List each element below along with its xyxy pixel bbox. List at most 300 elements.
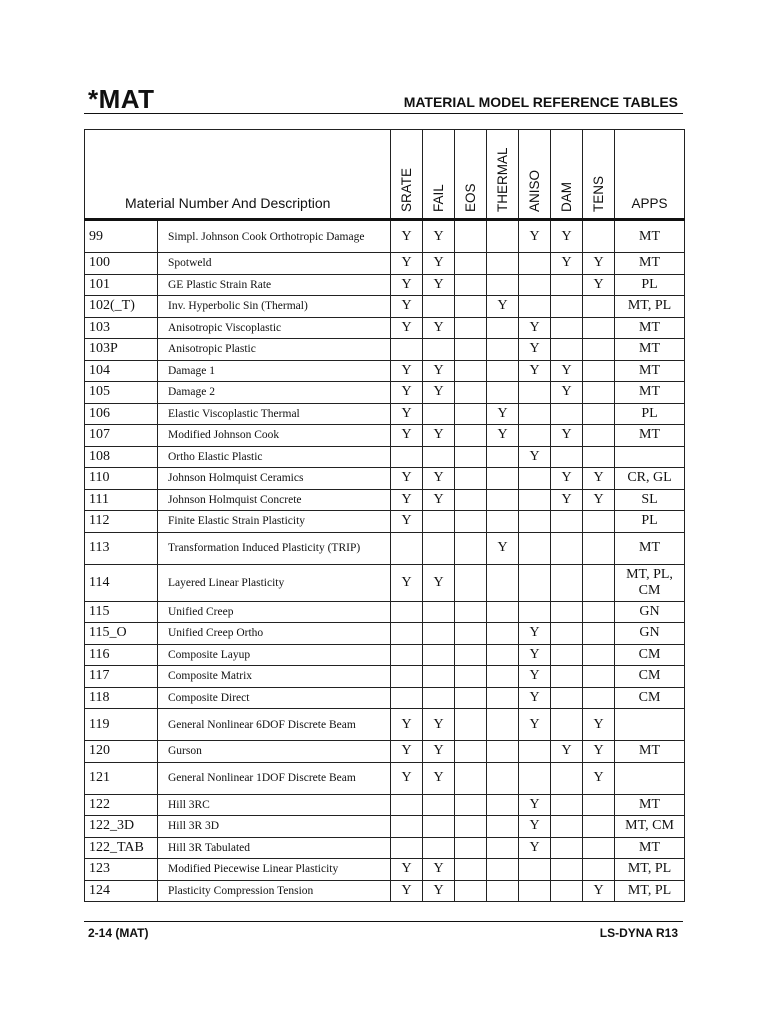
table-row bbox=[85, 468, 685, 490]
header-rule bbox=[84, 113, 683, 114]
flag-tens: Y bbox=[583, 741, 615, 763]
flag-fail bbox=[423, 511, 455, 533]
flag-dam bbox=[551, 794, 583, 816]
table-row bbox=[85, 339, 685, 361]
material-number: 105 bbox=[85, 382, 158, 404]
material-number: 122_TAB bbox=[85, 837, 158, 859]
flag-dam bbox=[551, 837, 583, 859]
table-row bbox=[85, 837, 685, 859]
table-row bbox=[85, 360, 685, 382]
flag-tens bbox=[583, 360, 615, 382]
flag-srate: Y bbox=[391, 468, 423, 490]
flag-tens bbox=[583, 687, 615, 709]
material-number: 124 bbox=[85, 880, 158, 902]
material-number: 123 bbox=[85, 859, 158, 881]
flag-eos bbox=[455, 666, 487, 688]
material-apps: MT, PL, CM bbox=[615, 564, 685, 601]
flag-fail bbox=[423, 532, 455, 564]
material-number: 122 bbox=[85, 794, 158, 816]
flag-aniso bbox=[519, 511, 551, 533]
material-number: 103 bbox=[85, 317, 158, 339]
flag-fail: Y bbox=[423, 741, 455, 763]
flag-eos bbox=[455, 425, 487, 447]
material-number: 115 bbox=[85, 601, 158, 623]
flag-thermal bbox=[487, 762, 519, 794]
flag-aniso bbox=[519, 741, 551, 763]
flag-eos bbox=[455, 360, 487, 382]
flag-eos bbox=[455, 532, 487, 564]
flag-fail bbox=[423, 403, 455, 425]
section-title: *MAT bbox=[88, 84, 155, 114]
flag-tens: Y bbox=[583, 489, 615, 511]
flag-fail: Y bbox=[423, 220, 455, 253]
material-number: 117 bbox=[85, 666, 158, 688]
table-row bbox=[85, 382, 685, 404]
flag-thermal bbox=[487, 741, 519, 763]
material-apps: MT, PL bbox=[615, 296, 685, 318]
material-apps: CM bbox=[615, 644, 685, 666]
flag-dam bbox=[551, 339, 583, 361]
material-description: Ortho Elastic Plastic bbox=[158, 446, 391, 468]
flag-tens bbox=[583, 446, 615, 468]
flag-tens bbox=[583, 623, 615, 645]
flag-srate: Y bbox=[391, 274, 423, 296]
flag-tens bbox=[583, 425, 615, 447]
flag-tens bbox=[583, 837, 615, 859]
table-row bbox=[85, 296, 685, 318]
flag-eos bbox=[455, 623, 487, 645]
table-row bbox=[85, 762, 685, 794]
flag-aniso: Y bbox=[519, 339, 551, 361]
material-apps: MT bbox=[615, 741, 685, 763]
flag-fail: Y bbox=[423, 425, 455, 447]
material-description: Modified Piecewise Linear Plasticity bbox=[158, 859, 391, 881]
flag-dam bbox=[551, 446, 583, 468]
flag-srate: Y bbox=[391, 880, 423, 902]
material-description: General Nonlinear 6DOF Discrete Beam bbox=[158, 709, 391, 741]
material-number: 113 bbox=[85, 532, 158, 564]
flag-fail: Y bbox=[423, 564, 455, 601]
material-apps: MT, PL bbox=[615, 859, 685, 881]
page-number: 2-14 (MAT) bbox=[88, 926, 149, 940]
material-description: Elastic Viscoplastic Thermal bbox=[158, 403, 391, 425]
table-row bbox=[85, 317, 685, 339]
material-description: Modified Johnson Cook bbox=[158, 425, 391, 447]
table-row bbox=[85, 709, 685, 741]
footer-rule bbox=[84, 921, 683, 922]
flag-srate: Y bbox=[391, 382, 423, 404]
flag-thermal bbox=[487, 859, 519, 881]
material-description: Composite Matrix bbox=[158, 666, 391, 688]
flag-fail bbox=[423, 644, 455, 666]
flag-tens bbox=[583, 220, 615, 253]
material-description: Composite Layup bbox=[158, 644, 391, 666]
column-header-description: Material Number And Description bbox=[85, 130, 391, 220]
flag-tens bbox=[583, 816, 615, 838]
flag-aniso: Y bbox=[519, 837, 551, 859]
flag-eos bbox=[455, 296, 487, 318]
flag-dam: Y bbox=[551, 253, 583, 275]
flag-srate: Y bbox=[391, 220, 423, 253]
table-row bbox=[85, 666, 685, 688]
table-row bbox=[85, 511, 685, 533]
flag-fail: Y bbox=[423, 880, 455, 902]
flag-thermal bbox=[487, 274, 519, 296]
flag-tens bbox=[583, 859, 615, 881]
flag-eos bbox=[455, 709, 487, 741]
column-header-fail: FAIL bbox=[423, 130, 455, 220]
material-apps: MT, CM bbox=[615, 816, 685, 838]
flag-aniso bbox=[519, 532, 551, 564]
flag-tens bbox=[583, 403, 615, 425]
flag-srate: Y bbox=[391, 317, 423, 339]
table-row bbox=[85, 741, 685, 763]
flag-fail bbox=[423, 687, 455, 709]
flag-fail: Y bbox=[423, 762, 455, 794]
flag-aniso bbox=[519, 880, 551, 902]
flag-thermal bbox=[487, 687, 519, 709]
flag-dam: Y bbox=[551, 382, 583, 404]
flag-fail: Y bbox=[423, 382, 455, 404]
flag-thermal bbox=[487, 253, 519, 275]
flag-fail bbox=[423, 446, 455, 468]
material-description: Hill 3R 3D bbox=[158, 816, 391, 838]
material-description: Johnson Holmquist Concrete bbox=[158, 489, 391, 511]
flag-tens: Y bbox=[583, 762, 615, 794]
flag-fail: Y bbox=[423, 274, 455, 296]
flag-fail: Y bbox=[423, 709, 455, 741]
flag-thermal bbox=[487, 446, 519, 468]
flag-dam bbox=[551, 532, 583, 564]
material-apps: PL bbox=[615, 511, 685, 533]
flag-tens: Y bbox=[583, 253, 615, 275]
table-row bbox=[85, 564, 685, 601]
flag-eos bbox=[455, 446, 487, 468]
flag-fail: Y bbox=[423, 468, 455, 490]
column-header-srate: SRATE bbox=[391, 130, 423, 220]
material-number: 120 bbox=[85, 741, 158, 763]
material-apps: PL bbox=[615, 403, 685, 425]
material-apps: MT bbox=[615, 382, 685, 404]
flag-tens bbox=[583, 296, 615, 318]
table-row bbox=[85, 644, 685, 666]
material-apps: CM bbox=[615, 666, 685, 688]
flag-srate: Y bbox=[391, 489, 423, 511]
flag-srate bbox=[391, 446, 423, 468]
material-apps bbox=[615, 762, 685, 794]
material-description: Gurson bbox=[158, 741, 391, 763]
material-number: 107 bbox=[85, 425, 158, 447]
flag-srate: Y bbox=[391, 859, 423, 881]
flag-eos bbox=[455, 220, 487, 253]
flag-dam bbox=[551, 403, 583, 425]
flag-srate bbox=[391, 687, 423, 709]
table-row bbox=[85, 446, 685, 468]
flag-dam bbox=[551, 644, 583, 666]
document-title: LS-DYNA R13 bbox=[599, 926, 678, 940]
column-header-aniso: ANISO bbox=[519, 130, 551, 220]
flag-aniso: Y bbox=[519, 709, 551, 741]
flag-thermal bbox=[487, 816, 519, 838]
flag-dam bbox=[551, 687, 583, 709]
material-description: General Nonlinear 1DOF Discrete Beam bbox=[158, 762, 391, 794]
flag-aniso bbox=[519, 489, 551, 511]
material-description: Finite Elastic Strain Plasticity bbox=[158, 511, 391, 533]
flag-srate: Y bbox=[391, 741, 423, 763]
flag-thermal bbox=[487, 623, 519, 645]
flag-fail bbox=[423, 666, 455, 688]
flag-srate bbox=[391, 644, 423, 666]
flag-aniso: Y bbox=[519, 446, 551, 468]
material-apps: MT bbox=[615, 794, 685, 816]
flag-aniso bbox=[519, 762, 551, 794]
material-description: Transformation Induced Plasticity (TRIP) bbox=[158, 532, 391, 564]
column-header-apps: APPS bbox=[615, 130, 685, 220]
flag-thermal: Y bbox=[487, 532, 519, 564]
flag-aniso: Y bbox=[519, 317, 551, 339]
flag-fail bbox=[423, 601, 455, 623]
material-number: 122_3D bbox=[85, 816, 158, 838]
material-number: 112 bbox=[85, 511, 158, 533]
flag-eos bbox=[455, 741, 487, 763]
material-description: Inv. Hyperbolic Sin (Thermal) bbox=[158, 296, 391, 318]
flag-dam bbox=[551, 859, 583, 881]
material-apps: PL bbox=[615, 274, 685, 296]
table-row bbox=[85, 816, 685, 838]
material-number: 110 bbox=[85, 468, 158, 490]
material-number: 119 bbox=[85, 709, 158, 741]
flag-thermal bbox=[487, 468, 519, 490]
flag-tens bbox=[583, 564, 615, 601]
material-apps: MT, PL bbox=[615, 880, 685, 902]
flag-srate: Y bbox=[391, 709, 423, 741]
material-apps: MT bbox=[615, 253, 685, 275]
flag-tens bbox=[583, 532, 615, 564]
flag-aniso: Y bbox=[519, 360, 551, 382]
flag-dam: Y bbox=[551, 468, 583, 490]
material-apps: MT bbox=[615, 220, 685, 253]
material-number: 108 bbox=[85, 446, 158, 468]
table-row bbox=[85, 220, 685, 253]
flag-fail: Y bbox=[423, 859, 455, 881]
flag-srate: Y bbox=[391, 296, 423, 318]
flag-tens bbox=[583, 382, 615, 404]
flag-aniso bbox=[519, 425, 551, 447]
flag-eos bbox=[455, 762, 487, 794]
flag-dam bbox=[551, 666, 583, 688]
flag-dam bbox=[551, 317, 583, 339]
flag-eos bbox=[455, 644, 487, 666]
material-description: Johnson Holmquist Ceramics bbox=[158, 468, 391, 490]
flag-tens bbox=[583, 339, 615, 361]
flag-thermal bbox=[487, 644, 519, 666]
material-apps: MT bbox=[615, 317, 685, 339]
flag-tens bbox=[583, 794, 615, 816]
material-apps: MT bbox=[615, 837, 685, 859]
table-row bbox=[85, 859, 685, 881]
table-row bbox=[85, 425, 685, 447]
flag-tens bbox=[583, 601, 615, 623]
flag-fail bbox=[423, 623, 455, 645]
flag-dam: Y bbox=[551, 360, 583, 382]
table-row bbox=[85, 253, 685, 275]
flag-aniso: Y bbox=[519, 816, 551, 838]
flag-thermal: Y bbox=[487, 403, 519, 425]
flag-tens: Y bbox=[583, 709, 615, 741]
flag-thermal bbox=[487, 220, 519, 253]
chapter-title: MATERIAL MODEL REFERENCE TABLES bbox=[403, 94, 678, 110]
column-header-eos: EOS bbox=[455, 130, 487, 220]
table-row bbox=[85, 601, 685, 623]
material-number: 116 bbox=[85, 644, 158, 666]
flag-fail bbox=[423, 816, 455, 838]
flag-thermal: Y bbox=[487, 425, 519, 447]
flag-dam: Y bbox=[551, 489, 583, 511]
flag-thermal bbox=[487, 360, 519, 382]
flag-thermal bbox=[487, 382, 519, 404]
material-apps: CM bbox=[615, 687, 685, 709]
material-number: 100 bbox=[85, 253, 158, 275]
material-number: 102(_T) bbox=[85, 296, 158, 318]
flag-srate bbox=[391, 794, 423, 816]
flag-aniso: Y bbox=[519, 666, 551, 688]
table-row bbox=[85, 687, 685, 709]
flag-dam bbox=[551, 880, 583, 902]
flag-thermal bbox=[487, 339, 519, 361]
flag-dam bbox=[551, 511, 583, 533]
flag-eos bbox=[455, 339, 487, 361]
flag-dam: Y bbox=[551, 425, 583, 447]
material-description: Composite Direct bbox=[158, 687, 391, 709]
flag-aniso bbox=[519, 253, 551, 275]
material-description: Hill 3R Tabulated bbox=[158, 837, 391, 859]
flag-eos bbox=[455, 403, 487, 425]
column-header-tens: TENS bbox=[583, 130, 615, 220]
flag-srate: Y bbox=[391, 564, 423, 601]
flag-eos bbox=[455, 837, 487, 859]
material-description: Damage 2 bbox=[158, 382, 391, 404]
flag-tens bbox=[583, 644, 615, 666]
flag-eos bbox=[455, 564, 487, 601]
material-description: Unified Creep Ortho bbox=[158, 623, 391, 645]
flag-dam bbox=[551, 623, 583, 645]
flag-fail bbox=[423, 837, 455, 859]
table-row bbox=[85, 274, 685, 296]
flag-srate bbox=[391, 816, 423, 838]
flag-dam bbox=[551, 816, 583, 838]
flag-thermal: Y bbox=[487, 296, 519, 318]
table-row bbox=[85, 532, 685, 564]
material-apps: MT bbox=[615, 339, 685, 361]
flag-fail: Y bbox=[423, 317, 455, 339]
material-apps: MT bbox=[615, 425, 685, 447]
flag-thermal bbox=[487, 880, 519, 902]
flag-dam bbox=[551, 601, 583, 623]
material-apps: CR, GL bbox=[615, 468, 685, 490]
material-apps: MT bbox=[615, 360, 685, 382]
material-description: Anisotropic Plastic bbox=[158, 339, 391, 361]
material-description: Simpl. Johnson Cook Orthotropic Damage bbox=[158, 220, 391, 253]
flag-srate: Y bbox=[391, 403, 423, 425]
material-apps bbox=[615, 709, 685, 741]
flag-srate bbox=[391, 532, 423, 564]
flag-thermal bbox=[487, 601, 519, 623]
material-description: Anisotropic Viscoplastic bbox=[158, 317, 391, 339]
flag-tens: Y bbox=[583, 468, 615, 490]
flag-aniso: Y bbox=[519, 644, 551, 666]
material-number: 114 bbox=[85, 564, 158, 601]
flag-tens bbox=[583, 317, 615, 339]
material-number: 121 bbox=[85, 762, 158, 794]
flag-srate bbox=[391, 339, 423, 361]
flag-tens: Y bbox=[583, 274, 615, 296]
material-apps bbox=[615, 446, 685, 468]
material-description: Hill 3RC bbox=[158, 794, 391, 816]
flag-aniso: Y bbox=[519, 623, 551, 645]
material-apps: SL bbox=[615, 489, 685, 511]
material-number: 104 bbox=[85, 360, 158, 382]
material-number: 111 bbox=[85, 489, 158, 511]
flag-aniso bbox=[519, 468, 551, 490]
flag-dam bbox=[551, 709, 583, 741]
flag-aniso bbox=[519, 564, 551, 601]
table-row bbox=[85, 880, 685, 902]
flag-srate bbox=[391, 666, 423, 688]
material-description: GE Plastic Strain Rate bbox=[158, 274, 391, 296]
flag-eos bbox=[455, 511, 487, 533]
material-number: 115_O bbox=[85, 623, 158, 645]
flag-eos bbox=[455, 816, 487, 838]
flag-aniso bbox=[519, 403, 551, 425]
flag-dam bbox=[551, 564, 583, 601]
flag-thermal bbox=[487, 666, 519, 688]
table-row bbox=[85, 489, 685, 511]
flag-dam: Y bbox=[551, 220, 583, 253]
flag-eos bbox=[455, 880, 487, 902]
flag-aniso: Y bbox=[519, 687, 551, 709]
table-row bbox=[85, 794, 685, 816]
flag-thermal bbox=[487, 709, 519, 741]
flag-eos bbox=[455, 274, 487, 296]
flag-thermal bbox=[487, 564, 519, 601]
flag-srate: Y bbox=[391, 762, 423, 794]
flag-aniso: Y bbox=[519, 220, 551, 253]
flag-tens bbox=[583, 511, 615, 533]
flag-aniso bbox=[519, 382, 551, 404]
flag-aniso bbox=[519, 601, 551, 623]
flag-eos bbox=[455, 253, 487, 275]
flag-fail bbox=[423, 339, 455, 361]
flag-eos bbox=[455, 687, 487, 709]
flag-eos bbox=[455, 859, 487, 881]
flag-fail: Y bbox=[423, 360, 455, 382]
material-number: 118 bbox=[85, 687, 158, 709]
flag-fail bbox=[423, 794, 455, 816]
material-description: Unified Creep bbox=[158, 601, 391, 623]
flag-fail: Y bbox=[423, 489, 455, 511]
flag-thermal bbox=[487, 511, 519, 533]
flag-srate: Y bbox=[391, 360, 423, 382]
flag-dam bbox=[551, 274, 583, 296]
flag-eos bbox=[455, 382, 487, 404]
flag-thermal bbox=[487, 489, 519, 511]
flag-thermal bbox=[487, 837, 519, 859]
material-description: Spotweld bbox=[158, 253, 391, 275]
material-description: Damage 1 bbox=[158, 360, 391, 382]
flag-fail bbox=[423, 296, 455, 318]
material-number: 101 bbox=[85, 274, 158, 296]
table-row bbox=[85, 623, 685, 645]
